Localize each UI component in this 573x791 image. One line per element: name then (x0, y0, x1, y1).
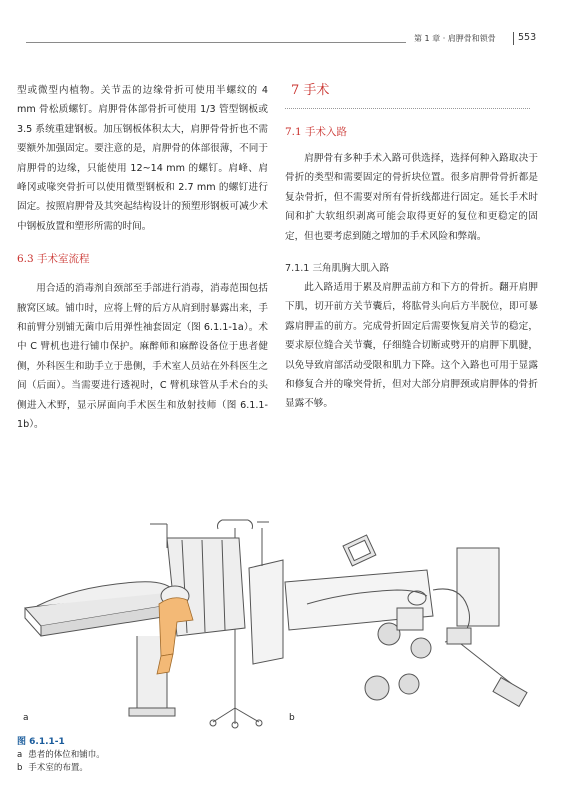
paragraph-or-workflow: 用合适的消毒剂自颈部至手部进行消毒，消毒范围包括腋窝区域。铺巾时，应将上臂的后方从肩到肘暴露出来，手和前臂分别铺无菌巾后用弹性袖套固定（图 6.1.1-1a）。术中 C 臂机也进行铺巾保护。麻醉师和麻醉设备位于患者健侧，外科医生和助手立于患侧，手术室人员站在外科医生之间（后面）。当需要进行透视时，C 臂机球管从手术台的头侧进入术野，显示屏面向手术医生和放射技师（图 6.1.1-1b）。 (17, 283, 268, 431)
header-chapter-title: 第 1 章 · 肩胛骨和锁骨 (414, 34, 496, 43)
panel-a-patient-positioning (25, 520, 283, 728)
panel-b-or-layout (285, 535, 527, 706)
caption-text-b: 手术室的布置。 (28, 763, 88, 773)
figure-caption (17, 736, 111, 775)
paragraph-deltopectoral: 此入路适用于累及肩胛盂前方和下方的骨折。翻开肩胛下肌，切开前方关节囊后，将肱骨头向后方半脱位，即可暴露肩胛盂的前方。完成骨折固定后需要恢复肩关节的稳定，要求原位缝合关节囊，仔细缝合切断或劈开的肩胛下肌腱，以免导致肩部活动受限和肌力下降。这个入路也可用于显露和修复合并的喙突骨折，但对大部分肩胛颈或肩胛体的骨折显露不够。 (285, 282, 538, 410)
panel-a-label: a (23, 713, 29, 723)
running-header (0, 30, 573, 50)
panel-b-label: b (289, 713, 295, 723)
heading-divider (285, 108, 530, 109)
caption-item-b (17, 762, 111, 775)
caption-key-b: b (17, 763, 23, 773)
figure-illustration (17, 508, 557, 730)
section-heading-7-1: 7.1 手术入路 (285, 126, 348, 138)
section-heading-6-3: 6.3 手术室流程 (17, 253, 90, 266)
paragraph-implants: 型或微型内植物。关节盂的边缘骨折可使用半螺纹的 4 mm 骨松质螺钉。肩胛骨体部骨折可使用 1/3 管型钢板或 3.5 系统重建钢板。加压钢板体积太大，肩胛骨骨折也不需要额外加强固定。要注意的是，肩胛骨的体部很薄，不同于肩胛骨的边缘，只能使用 12~14 mm 的螺钉。肩峰、肩峰冈或喙突骨折可以使用微型钢板和 2.7 mm 的螺钉进行固定。按照肩胛骨及其突起结构设计的预塑形钢板可减少术中钢板放置和塑形所需的时间。 (17, 85, 268, 232)
page-number: 553 (518, 32, 537, 43)
header-rule (26, 42, 406, 43)
caption-item-a (17, 749, 111, 762)
chapter-heading-7: 7 手术 (291, 83, 330, 98)
caption-title: 图 6.1.1-1 (17, 737, 65, 747)
arm-drape-highlight (157, 598, 193, 674)
paragraph-approaches: 肩胛骨有多种手术入路可供选择，选择何种入路取决于骨折的类型和需要固定的骨折块位置。很多肩胛骨骨折都是复杂骨折，但不需要对所有骨折线都进行固定。延长手术时间和扩大软组织剥离可能会取得更好的复位和更稳定的固定，但也要考虑到随之增加的手术风险和弊端。 (285, 153, 538, 242)
right-column (285, 81, 538, 414)
caption-text-a: 患者的体位和铺巾。 (28, 750, 105, 760)
left-column (17, 81, 268, 435)
header-separator (513, 32, 514, 45)
caption-key-a: a (17, 750, 23, 760)
figure-6-1-1-1 (17, 508, 557, 730)
subsection-heading-7-1-1: 7.1.1 三角肌胸大肌入路 (285, 263, 390, 275)
